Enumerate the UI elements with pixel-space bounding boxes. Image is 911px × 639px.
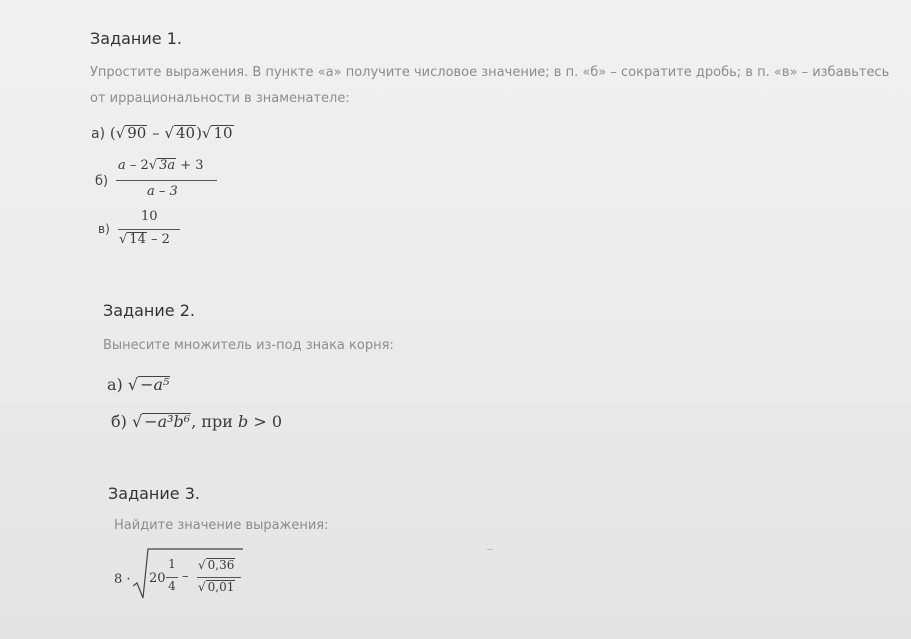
task1-c-label: в) xyxy=(98,222,110,236)
task1-b-numerator xyxy=(118,158,204,173)
task1-a-minus: – xyxy=(152,124,160,142)
task3-root-num xyxy=(198,558,235,572)
task1-a-root1: 90 xyxy=(127,124,147,142)
task1-c-numerator: 10 xyxy=(141,209,158,224)
sqrt-symbol-icon: √ xyxy=(131,412,143,431)
sqrt-symbol-icon: √ xyxy=(148,158,158,173)
sqrt-symbol-icon: √ xyxy=(198,558,206,572)
task3-title: Задание 3. xyxy=(108,484,200,503)
task1-b-denominator: a – 3 xyxy=(147,184,178,199)
fraction-bar xyxy=(197,577,241,578)
task1-title: Задание 1. xyxy=(90,29,182,48)
task3-description: Найдите значение выражения: xyxy=(114,518,329,533)
task3-whole: 20 xyxy=(149,571,166,586)
task3-frac-num: 1 xyxy=(168,557,176,571)
task1-b-num-root: 3a xyxy=(159,158,176,173)
task3-frac-den: 4 xyxy=(168,579,176,593)
task2-b-condition: , при xyxy=(191,412,233,431)
var-a: a xyxy=(118,158,126,173)
task3-minus: – xyxy=(182,569,189,584)
task3-root-num-value: 0,36 xyxy=(207,558,235,572)
task2-a-label: а) xyxy=(107,375,123,394)
task2-title: Задание 2. xyxy=(103,301,195,320)
sqrt-symbol-icon: √ xyxy=(198,580,206,594)
sqrt-symbol-icon: √ xyxy=(119,232,128,247)
task1-description: Упростите выражения. В пункте «а» получите числовое значение; в п. «б» – сократите дробь; в п. «в» – избавьтесь от иррациональности в знаменателе: xyxy=(90,65,890,106)
task1-c-den-root: 14 xyxy=(129,232,146,247)
task3-root-den-value: 0,01 xyxy=(207,580,235,594)
task2-b-root: −a³b⁶ xyxy=(144,412,191,431)
task3-root-den xyxy=(198,580,235,594)
task2-item-a xyxy=(107,375,170,394)
sqrt-symbol-icon: √ xyxy=(201,124,212,142)
divider-mark xyxy=(487,549,493,550)
task1-b-num-mid: – 2 xyxy=(129,158,149,173)
task1-b-num-end: + 3 xyxy=(180,158,204,173)
task1-b-label: б) xyxy=(95,174,109,189)
sqrt-symbol-icon: √ xyxy=(115,124,126,142)
fraction-bar xyxy=(118,229,180,230)
task2-a-root: −a⁵ xyxy=(140,375,170,394)
sqrt-symbol-icon: √ xyxy=(127,375,139,394)
task1-a-label: а) xyxy=(91,126,106,142)
task3-coefficient: 8 · xyxy=(114,572,131,587)
task2-item-b xyxy=(111,412,282,431)
fraction-bar xyxy=(116,180,217,181)
var-b: b xyxy=(238,412,249,431)
task1-a-close: ) xyxy=(196,124,202,142)
fraction-bar xyxy=(166,577,178,578)
task1-c-denominator xyxy=(119,232,170,247)
task1-a-root2: 40 xyxy=(175,124,196,142)
task1-c-den-tail: – 2 xyxy=(150,232,170,247)
sqrt-symbol-icon: √ xyxy=(164,124,174,142)
task1-item-a xyxy=(91,124,234,142)
task2-b-gt: > 0 xyxy=(253,412,283,431)
task2-b-label: б) xyxy=(111,412,127,431)
task2-description: Вынесите множитель из-под знака корня: xyxy=(103,338,394,353)
task1-a-root3: 10 xyxy=(213,124,233,142)
task1-a-open: ( xyxy=(109,124,116,142)
